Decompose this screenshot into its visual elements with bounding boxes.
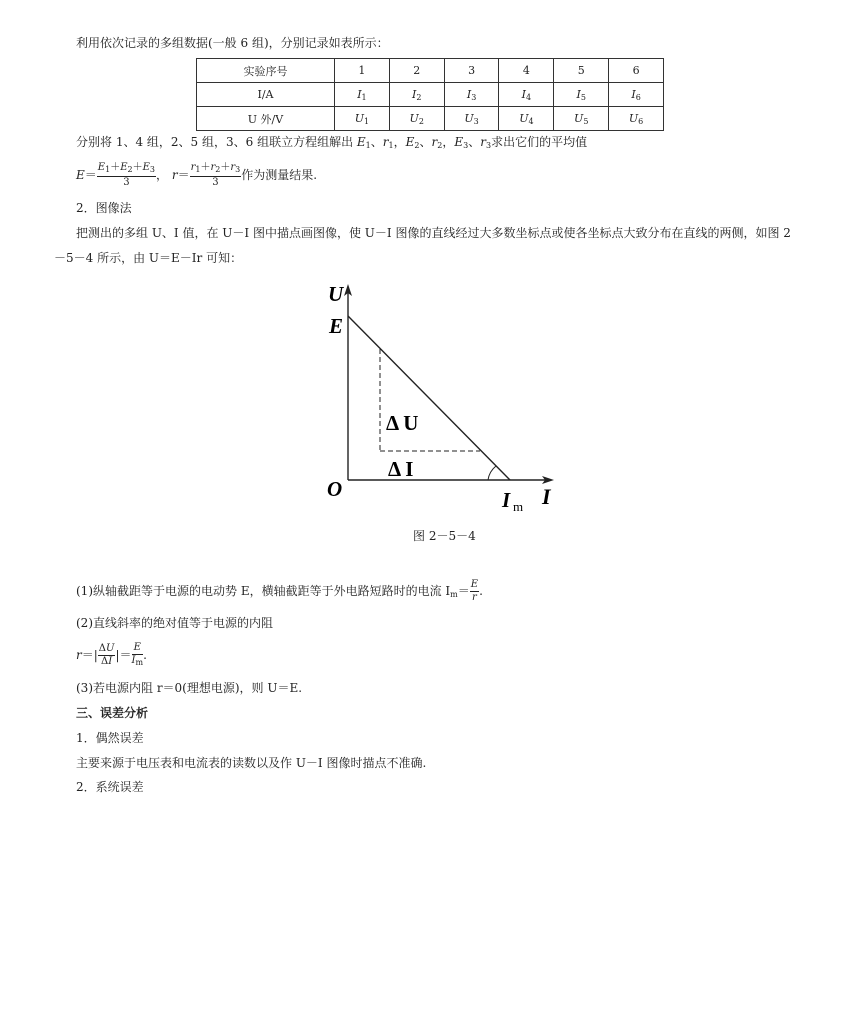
label-o: O (327, 477, 343, 501)
table-cell: $I_4$ (499, 83, 554, 107)
table-cell: $I_1$ (335, 83, 390, 107)
error-1-text: 主要来源于电压表和电流表的读数以及作 U－I 图像时描点不准确. (76, 756, 427, 770)
graph-paragraph-line-2: －5－4 所示，由 U＝E－Ir 可知： (54, 251, 243, 265)
table-cell: $U_2$ (389, 107, 444, 131)
point-3: (3)若电源内阻 r＝0(理想电源)，则 U＝E. (76, 681, 303, 695)
error-1-title: 1．偶然误差 (76, 731, 144, 745)
table-row (197, 59, 664, 83)
solve-text: 分别将 1、4 组，2、5 组，3、6 组联立方程组解出 (76, 135, 354, 149)
point-1-text: (1)纵轴截距等于电源的电动势 E，横轴截距等于外电路短路时的电流 I (76, 584, 451, 598)
table-cell: 2 (389, 59, 444, 83)
table-cell: $U_6$ (609, 107, 664, 131)
graph-paragraph-line-1: 把测出的多组 U、I 值，在 U－I 图中描点画图像，使 U－I 图像的直线经过大多数坐标点或使各坐标点大致分布在直线的两侧，如图 2 (76, 226, 791, 240)
table-cell: $I_3$ (444, 83, 499, 107)
label-im: I (502, 488, 511, 512)
table-header-cell: U 外/V (197, 107, 335, 131)
point-2-formula: r＝| $\frac{\Delta U}{\Delta I}$ |＝ $\frac{E}{I_m}$ . (76, 642, 147, 667)
table-cell: 1 (335, 59, 390, 83)
intro-text: 利用依次记录的多组数据(一般 6 组)，分别记录如表所示： (76, 36, 389, 50)
label-u: U (328, 282, 344, 306)
label-im-subscript: m (513, 499, 524, 514)
table-cell: $U_1$ (335, 107, 390, 131)
table-cell: $U_4$ (499, 107, 554, 131)
error-2-title: 2．系统误差 (76, 780, 144, 794)
average-formula: E＝ $\frac{E_1+E_2+E_3}{3}$ ， r＝ $\frac{r_1+r_2+r_3}{3}$ 作为测量结果. (76, 162, 318, 188)
data-table (196, 58, 664, 131)
solve-tail-text: 求出它们的平均值 (491, 135, 588, 149)
table-cell: $I_2$ (389, 83, 444, 107)
table-row (197, 107, 664, 131)
table-header-cell: 实验序号 (197, 59, 335, 83)
label-e: E (329, 314, 344, 338)
table-cell: 5 (554, 59, 609, 83)
table-header-cell: I/A (197, 83, 335, 107)
section-2-title: 2．图像法 (76, 201, 132, 215)
u-i-line (348, 316, 510, 480)
u-i-graph (318, 280, 568, 520)
point-1: (1)纵轴截距等于电源的电动势 E，横轴截距等于外电路短路时的电流 $I_m=$ $\frac{E}{r}$ . (76, 579, 483, 603)
label-i: I (542, 484, 551, 509)
table-cell: $U_5$ (554, 107, 609, 131)
section-3-title: 三、误差分析 (76, 706, 149, 720)
label-delta-u: Δ U (386, 411, 419, 435)
table-cell: $U_3$ (444, 107, 499, 131)
point-2: (2)直线斜率的绝对值等于电源的内阻 (76, 616, 273, 630)
solve-paragraph: 分别将 1、4 组，2、5 组，3、6 组联立方程组解出 $E_1$、$r_1$，$E_2$、$r_2$，$E_3$、$r_3$求出它们的平均值 (76, 135, 588, 150)
table-row (197, 83, 664, 107)
table-cell: $I_6$ (609, 83, 664, 107)
table-cell: 3 (444, 59, 499, 83)
table-cell: 4 (499, 59, 554, 83)
angle-arc (488, 466, 496, 480)
label-delta-i: Δ I (388, 457, 414, 481)
table-cell: 6 (609, 59, 664, 83)
table-cell: $I_5$ (554, 83, 609, 107)
average-suffix: 作为测量结果. (241, 168, 318, 182)
figure-caption: 图 2－5－4 (413, 529, 476, 543)
